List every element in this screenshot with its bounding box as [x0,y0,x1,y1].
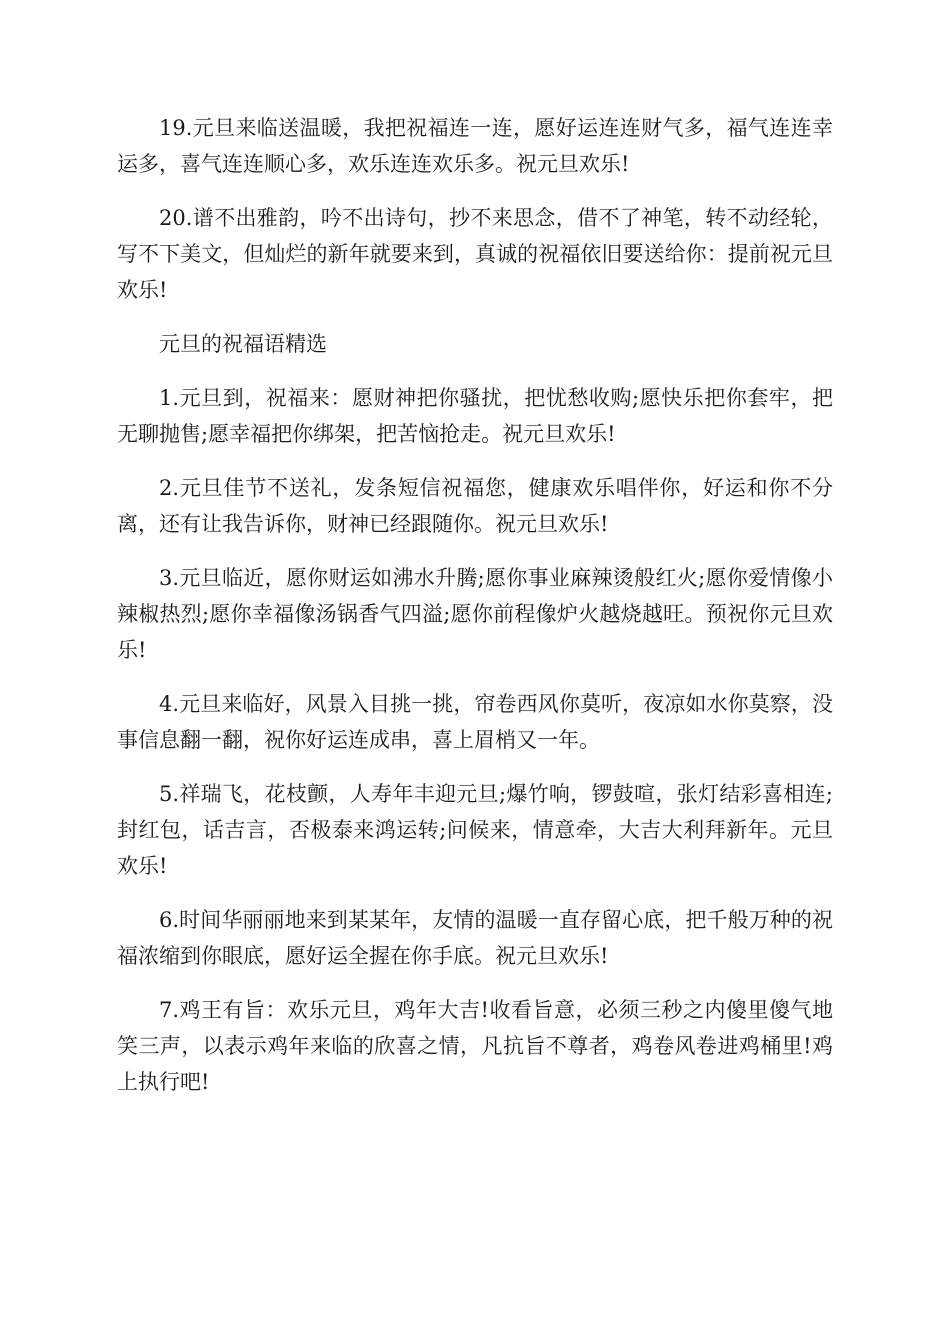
paragraph-6: 6.时间华丽丽地来到某某年，友情的温暖一直存留心底，把千般万种的祝福浓缩到你眼底，愿好运全握在你手底。祝元旦欢乐! [117,908,833,968]
paragraph-20: 20.谱不出雅韵，吟不出诗句，抄不来思念，借不了神笔，转不动经轮，写不下美文，但灿烂的新年就要来到，真诚的祝福依旧要送给你：提前祝元旦欢乐! [117,206,833,302]
document-body [117,110,833,1118]
paragraph-2: 2.元旦佳节不送礼，发条短信祝福您，健康欢乐唱伴你，好运和你不分离，还有让我告诉你，财神已经跟随你。祝元旦欢乐! [117,476,833,536]
paragraph-7: 7.鸡王有旨：欢乐元旦，鸡年大吉!收看旨意，必须三秒之内傻里傻气地笑三声，以表示鸡年来临的欣喜之情，凡抗旨不尊者，鸡卷风卷进鸡桶里!鸡上执行吧! [117,998,833,1094]
paragraph-5: 5.祥瑞飞，花枝颤，人寿年丰迎元旦;爆竹响，锣鼓喧，张灯结彩喜相连;封红包，话吉言，否极泰来鸿运转;问候来，情意牵，大吉大利拜新年。元旦欢乐! [117,782,833,878]
section-heading: 元旦的祝福语精选 [159,332,327,356]
paragraph-1: 1.元旦到，祝福来：愿财神把你骚扰，把忧愁收购;愿快乐把你套牢，把无聊抛售;愿幸福把你绑架，把苦恼抢走。祝元旦欢乐! [117,386,833,446]
paragraph-4: 4.元旦来临好，风景入目挑一挑，帘卷西风你莫听，夜凉如水你莫察，没事信息翻一翻，祝你好运连成串，喜上眉梢又一年。 [117,692,833,752]
paragraph-19: 19.元旦来临送温暖，我把祝福连一连，愿好运连连财气多，福气连连幸运多，喜气连连顺心多，欢乐连连欢乐多。祝元旦欢乐! [117,116,833,176]
paragraph-3: 3.元旦临近，愿你财运如沸水升腾;愿你事业麻辣烫般红火;愿你爱情像小辣椒热烈;愿你幸福像汤锅香气四溢;愿你前程像炉火越烧越旺。预祝你元旦欢乐! [117,566,833,662]
